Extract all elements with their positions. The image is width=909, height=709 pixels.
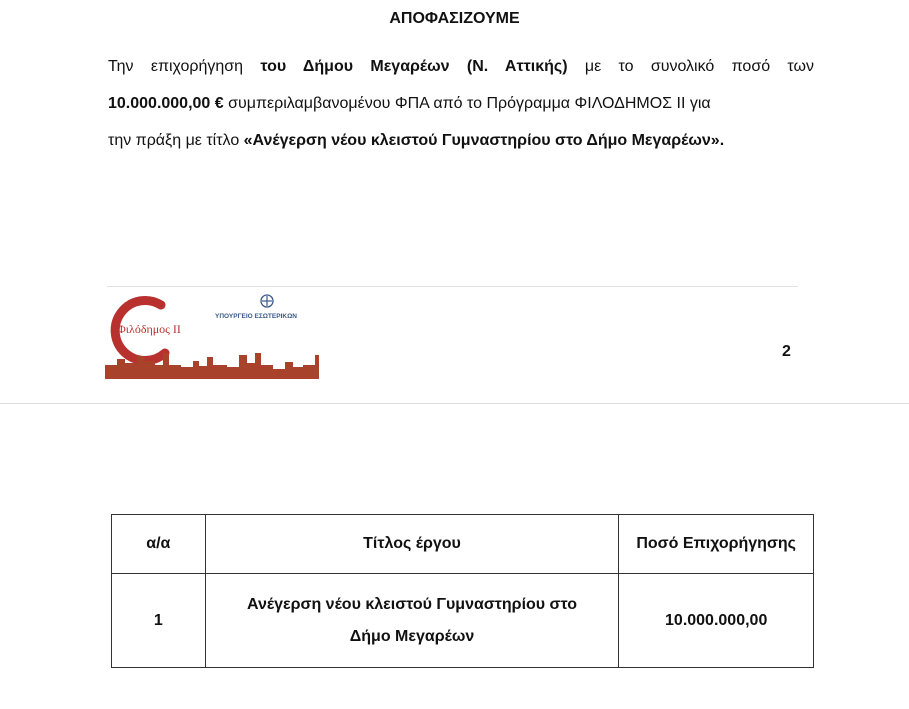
ministry-name: ΥΠΟΥΡΓΕΙΟ ΕΣΩΤΕΡΙΚΩΝ	[215, 313, 297, 320]
decision-paragraph	[108, 48, 814, 159]
table-header-row	[112, 515, 814, 574]
cell-amount: 10.000.000,00	[619, 574, 814, 668]
paragraph-text: με το συνολικό ποσό των	[567, 58, 815, 75]
column-header-title: Τίτλος έργου	[205, 515, 619, 574]
page-break-divider	[0, 403, 909, 404]
paragraph-line-3	[108, 122, 814, 159]
project-title: «Ανέγερση νέου κλειστού Γυμναστηρίου στο Δήμο Μεγαρέων».	[243, 132, 725, 149]
table-row	[112, 574, 814, 668]
header-divider	[107, 286, 798, 287]
cell-title	[205, 574, 619, 668]
column-header-aa: α/α	[112, 515, 206, 574]
skyline-icon	[105, 353, 319, 379]
grant-table	[111, 514, 814, 668]
cell-aa: 1	[112, 574, 206, 668]
paragraph-text: την πράξη με τίτλο	[108, 132, 244, 149]
cell-title-line-1: Ανέγερση νέου κλειστού Γυμναστηρίου στο	[247, 595, 577, 613]
paragraph-text: Την επιχορήγηση	[108, 58, 261, 75]
decision-heading: ΑΠΟΦΑΣΙΖΟΥΜΕ	[389, 10, 520, 27]
column-header-amount: Ποσό Επιχορήγησης	[619, 515, 814, 574]
cell-title-line-2: Δήμο Μεγαρέων	[349, 627, 475, 645]
paragraph-line-1	[108, 48, 814, 85]
filodimos-logo	[103, 293, 333, 383]
paragraph-text: συμπεριλαμβανομένου ΦΠΑ από το Πρόγραμμα ΦΙΛΟΔΗΜΟΣ ΙΙ για	[223, 95, 711, 112]
program-name: Φιλόδημος ΙΙ	[117, 322, 181, 336]
municipality-name: του Δήμου Μεγαρέων (Ν. Αττικής)	[260, 58, 568, 75]
grant-amount: 10.000.000,00 €	[108, 95, 224, 112]
paragraph-line-2	[108, 85, 814, 122]
greek-emblem-icon	[261, 295, 273, 307]
page-number: 2	[782, 343, 791, 360]
